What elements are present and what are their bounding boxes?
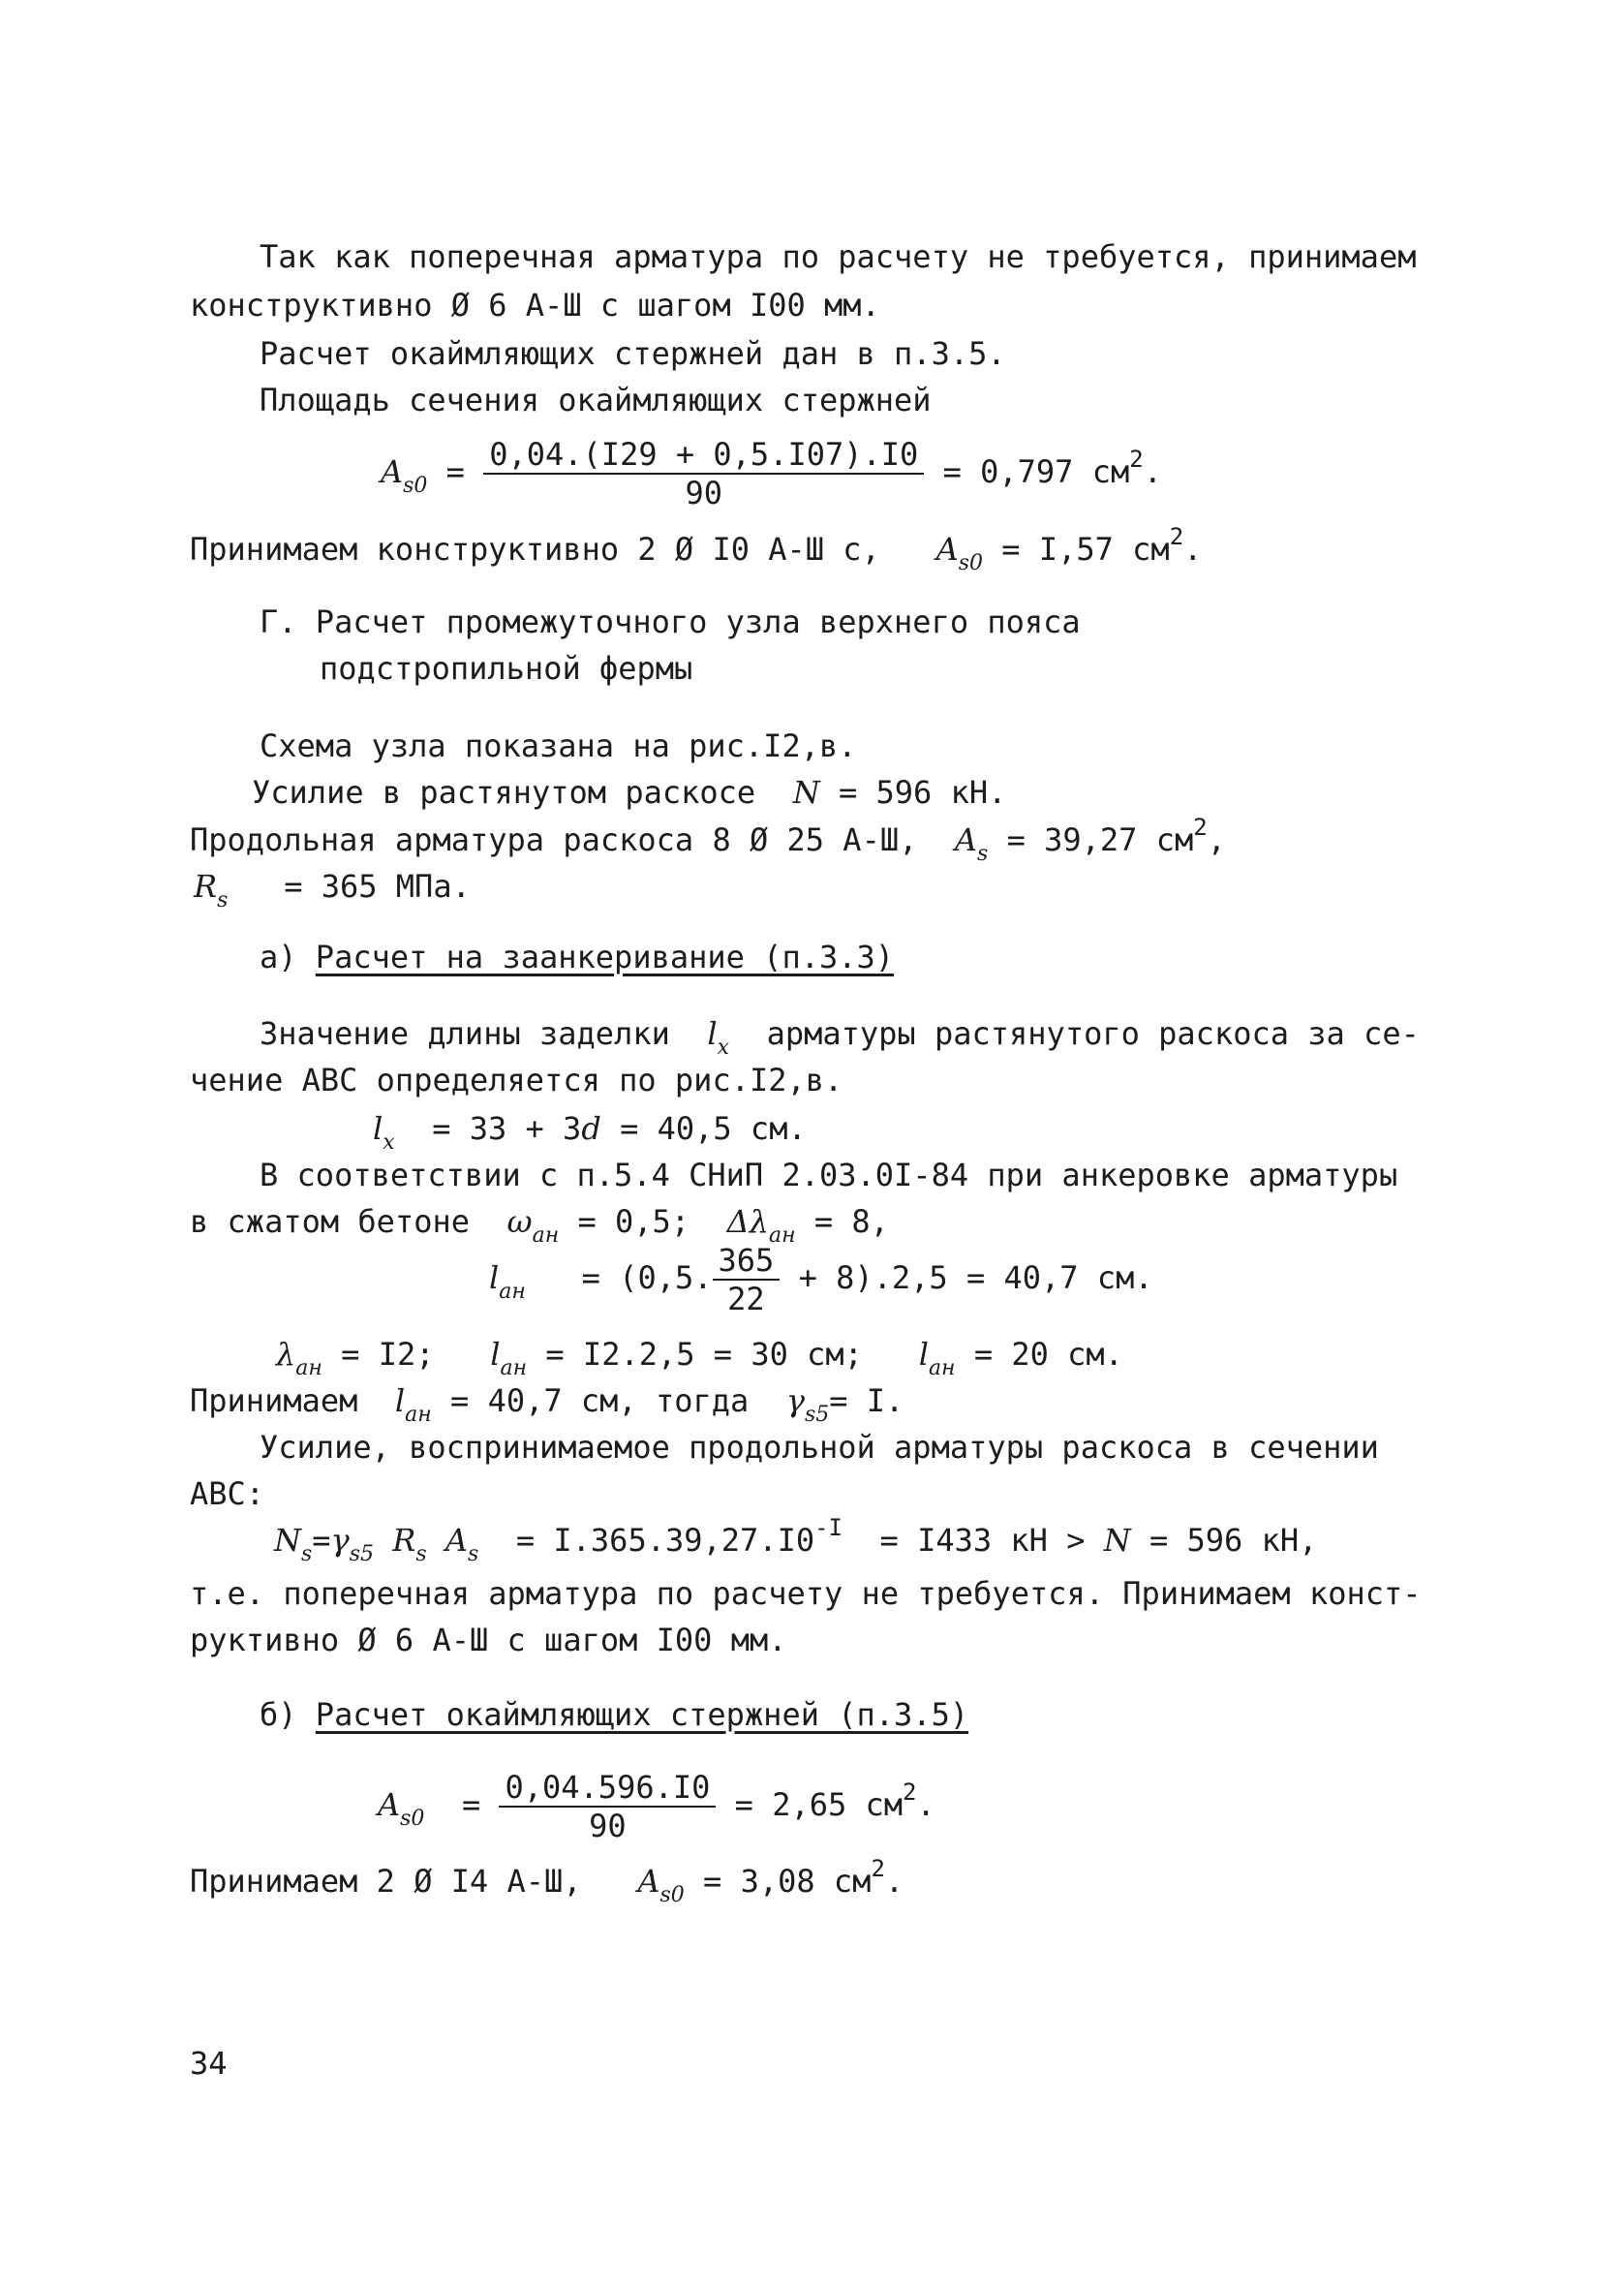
subsection-a-heading: а) Расчет на заанкеривание (п.3.3) [260, 939, 895, 975]
para-13-line-2: руктивно Ø 6 А-Ш с шагом I00 мм. [190, 1622, 787, 1658]
para-1-line-2: конструктивно Ø 6 А-Ш с шагом I00 мм. [190, 287, 880, 324]
para-13-line-1: т.е. поперечная арматура по расчету не требуется. Принимаем конст- [190, 1575, 1422, 1612]
para-2: Расчет окаймляющих стержней дан в п.3.5. [260, 335, 1006, 372]
para-12-line-2: ABC: [190, 1475, 265, 1512]
para-1-line-1: Так как поперечная арматура по расчету не требуется, принимаем [260, 238, 1417, 275]
equation-5: $N_s=\gamma_{s5}$ $R_s$ $A_s = I.365.39,27.I0^{-I} = I433$ кН > N = 596 кН, [274, 1514, 1318, 1566]
para-3: Площадь сечения окаймляющих стержней [260, 382, 932, 418]
equation-3: $l_{ан}$ = (0,5. $\frac{365}{22}$ + 8).2,5 = 40,7 см. [489, 1242, 1153, 1317]
equation-4: $\lambda_{ан} = I2$; $l_{ан} = I2.2,5 = 30$ см; $l_{ан} = 20$ см. [276, 1336, 1123, 1380]
section-g-heading-line-2: подстропильной фермы [320, 650, 693, 687]
para-7: Продольная арматура раскоса 8 Ø 25 А-Ш, $A_s = 39,27$ $см^2$, [190, 814, 1226, 866]
para-10-line-1: В соответствии с п.5.4 СНиП 2.03.0I-84 при анкеровке арматуры [260, 1157, 1398, 1193]
page-number: 34 [190, 2045, 228, 2082]
para-8: $R_s$ = 365 МПа. [194, 868, 471, 913]
equation-2: $l_x = 33 + 3d = 40,5$ см. [373, 1110, 807, 1155]
para-14: Принимаем 2 Ø I4 А-Ш, $A_{s0} = 3,08$ $см^2$. [190, 1855, 904, 1907]
section-g-heading-line-1: Г. Расчет промежуточного узла верхнего пояса [260, 603, 1081, 640]
equation-1: $A_{s0}$ = $\frac{0,04.(I29 + 0,5.I07).I0}{90}$ = 0,797 $см^2$. [381, 436, 1162, 511]
para-9-line-2: чение ABC определяется по рис.I2,в. [190, 1062, 843, 1098]
para-10-line-2: в сжатом бетоне $\omega_{ан} = 0,5$; $\Delta\lambda_{ан} = 8$, [190, 1203, 889, 1248]
subsection-b-heading: б) Расчет окаймляющих стержней (п.3.5) [260, 1696, 969, 1733]
para-6: Усилие в растянутом раскосе N = 596 кН. [252, 774, 1007, 811]
para-12-line-1: Усилие, воспринимаемое продольной арматуры раскоса в сечении [260, 1429, 1379, 1466]
equation-3-fraction: $\frac{365}{22}$ [713, 1242, 781, 1317]
para-4: Принимаем конструктивно 2 Ø I0 А-Ш с, $A_{s0} = I,57$ $см^2$. [190, 523, 1203, 575]
para-9-line-1: Значение длины заделки $l_x$ арматуры растянутого раскоса за се- [260, 1015, 1420, 1060]
equation-6: $A_{s0}$ = $\frac{0,04.596.I0}{90}$ = 2,65 $см^2$. [378, 1769, 935, 1844]
para-5: Схема узла показана на рис.I2,в. [260, 727, 857, 764]
equation-1-fraction: $\frac{0,04.(I29 + 0,5.I07).I0}{90}$ [483, 436, 924, 511]
equation-6-fraction: $\frac{0,04.596.I0}{90}$ [499, 1769, 716, 1844]
para-11: Принимаем $l_{ан} = 40,7$ см, тогда $\gamma_{s5}= I$. [190, 1382, 904, 1427]
